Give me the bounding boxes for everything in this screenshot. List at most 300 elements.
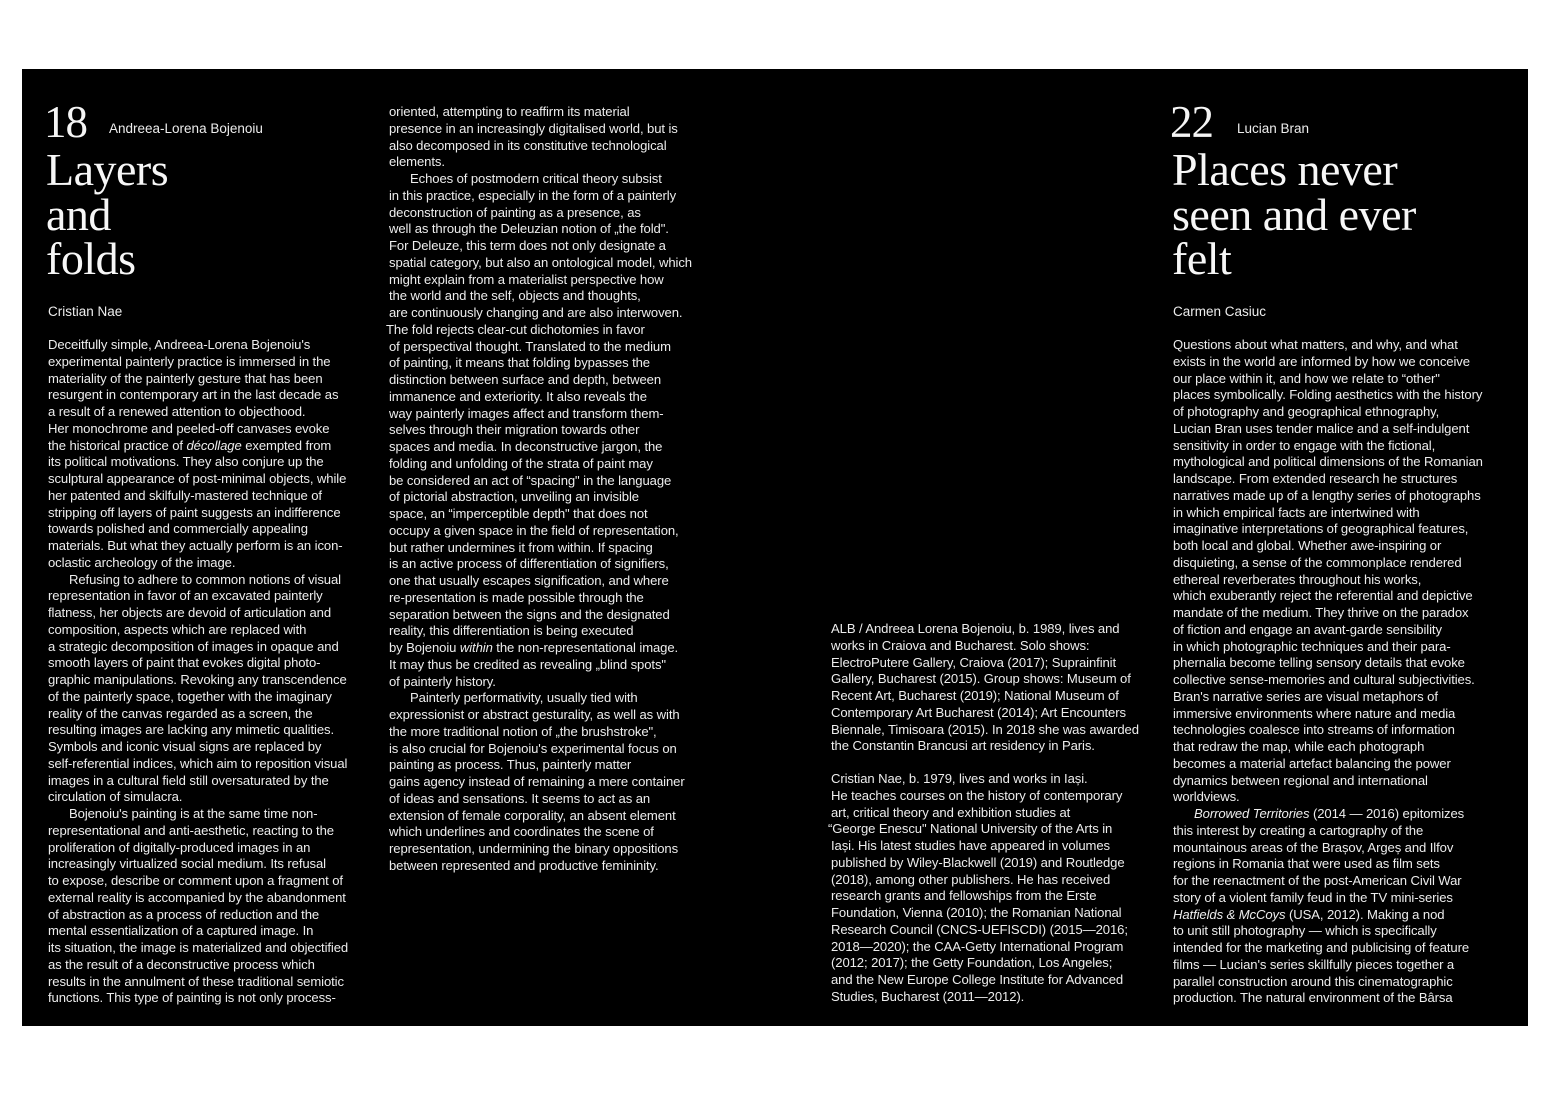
text-run: resurgent in contemporary art in the last decade as bbox=[48, 387, 339, 403]
text-run: be considered an act of “spacing" in the language bbox=[389, 472, 672, 488]
text-run: functions. This type of painting is not only process- bbox=[48, 990, 336, 1006]
text-line bbox=[48, 773, 388, 790]
text-line bbox=[389, 523, 729, 540]
text-line bbox=[831, 939, 1161, 956]
text-run: also decomposed in its constitutive technological bbox=[389, 137, 667, 153]
text-run: space, an “imperceptible depth" that does not bbox=[389, 506, 648, 521]
text-line bbox=[1173, 572, 1513, 589]
text-line bbox=[831, 621, 1161, 638]
text-run: (2018), among other publishers. He has received bbox=[831, 871, 1111, 887]
text-line bbox=[831, 771, 1161, 788]
text-run: for the reenactment of the post-American Civil War bbox=[1173, 873, 1462, 888]
text-run: between represented and productive femininity. bbox=[389, 857, 659, 873]
text-line bbox=[831, 788, 1161, 805]
text-run: production. The natural environment of the Bârsa bbox=[1173, 990, 1453, 1006]
text-line bbox=[1173, 605, 1513, 622]
text-line bbox=[389, 489, 729, 506]
text-line bbox=[389, 841, 729, 858]
text-run: selves through their migration towards other bbox=[389, 422, 640, 438]
text-run: art, critical theory and exhibition studies at bbox=[831, 804, 1071, 820]
text-run: worldviews. bbox=[1173, 789, 1240, 805]
text-line bbox=[48, 387, 388, 404]
text-line bbox=[831, 855, 1161, 872]
text-line bbox=[1173, 672, 1513, 689]
text-run: (2014 — 2016) epitomizes bbox=[1309, 806, 1465, 821]
text-run: to expose, describe or comment upon a fragment of bbox=[48, 873, 343, 888]
text-line bbox=[389, 858, 729, 875]
text-run: disquieting, a sense of the commonplace rendered bbox=[1173, 554, 1462, 570]
text-line bbox=[389, 724, 729, 741]
text-line bbox=[1173, 354, 1513, 371]
text-run: works in Craiova and Bucharest. Solo shows: bbox=[831, 637, 1090, 653]
text-run: images in a cultural field still oversaturated by the bbox=[48, 772, 329, 788]
text-run: the Constantin Brancusi art residency in Paris. bbox=[831, 738, 1095, 754]
text-line bbox=[1173, 739, 1513, 756]
text-run: He teaches courses on the history of contemporary bbox=[831, 787, 1123, 803]
page-number-right: 22 bbox=[1170, 97, 1213, 147]
text-line bbox=[48, 354, 388, 371]
text-run: Refusing to adhere to common notions of visual bbox=[69, 571, 341, 587]
text-line bbox=[389, 104, 729, 121]
text-line bbox=[1173, 454, 1513, 471]
text-run: It may thus be credited as revealing „blind spots" bbox=[389, 656, 666, 672]
text-run: painting as process. Thus, painterly matter bbox=[389, 757, 632, 773]
text-run: mythological and political dimensions of the Romanian bbox=[1173, 454, 1483, 470]
text-line bbox=[48, 404, 388, 421]
article-column-left-2 bbox=[386, 104, 729, 875]
text-line bbox=[48, 572, 388, 589]
text-line bbox=[389, 741, 729, 758]
text-run: way painterly images affect and transform them- bbox=[389, 405, 664, 421]
article-column-right bbox=[1173, 337, 1513, 1007]
text-line bbox=[48, 823, 388, 840]
text-run: composition, aspects which are replaced with bbox=[48, 621, 307, 637]
text-line bbox=[1173, 421, 1513, 438]
text-line bbox=[389, 372, 729, 389]
text-run: results in the annulment of these traditional semiotic bbox=[48, 973, 344, 989]
text-line bbox=[48, 605, 388, 622]
text-run: smooth layers of paint that evokes digital photo- bbox=[48, 655, 321, 671]
text-line bbox=[389, 422, 729, 439]
text-run: experimental painterly practice is immersed in the bbox=[48, 353, 331, 369]
text-line bbox=[831, 671, 1161, 688]
text-run: representation, undermining the binary oppositions bbox=[389, 841, 679, 856]
text-run: graphic manipulations. Revoking any transcendence bbox=[48, 672, 347, 687]
text-run: are continuously changing and are also interwoven. bbox=[389, 305, 683, 320]
article-column-left-1 bbox=[48, 337, 388, 1007]
italic-run: Hatfields & McCoys bbox=[1173, 906, 1286, 922]
text-run: mountainous areas of the Brașov, Argeș and Ilfov bbox=[1173, 839, 1454, 855]
text-line bbox=[389, 238, 729, 255]
text-line bbox=[1173, 488, 1513, 505]
text-run: its situation, the image is materialized and objectified bbox=[48, 940, 349, 955]
text-run: Bran's narrative series are visual metaphors of bbox=[1173, 688, 1438, 704]
text-run: folding and unfolding of the strata of paint may bbox=[389, 455, 653, 471]
text-run: representational and anti-aesthetic, reacting to the bbox=[48, 822, 334, 838]
text-line bbox=[389, 590, 729, 607]
text-line bbox=[389, 221, 729, 238]
text-line bbox=[1173, 521, 1513, 538]
text-run: proliferation of digitally-produced images in an bbox=[48, 839, 311, 855]
text-run: and the New Europe College Institute for Advanced bbox=[831, 972, 1124, 987]
text-line bbox=[1173, 856, 1513, 873]
text-line bbox=[48, 689, 388, 706]
text-run: (2012; 2017); the Getty Foundation, Los Angeles; bbox=[831, 955, 1113, 971]
text-line bbox=[389, 456, 729, 473]
text-line bbox=[1173, 337, 1513, 354]
text-run: exists in the world are informed by how we conceive bbox=[1173, 353, 1470, 369]
text-line bbox=[389, 171, 729, 188]
text-run: as the result of a deconstructive process which bbox=[48, 956, 315, 972]
text-line bbox=[389, 288, 729, 305]
text-line bbox=[1173, 840, 1513, 857]
text-line bbox=[389, 205, 729, 222]
text-run: technologies coalesce into streams of information bbox=[1173, 722, 1455, 738]
text-line bbox=[831, 872, 1161, 889]
text-run: might explain from a materialist perspective how bbox=[389, 271, 664, 287]
text-run: of pictorial abstraction, unveiling an invisible bbox=[389, 489, 639, 505]
text-run: sculptural appearance of post-minimal objects, while bbox=[48, 471, 347, 486]
text-line bbox=[48, 990, 388, 1007]
text-run: oriented, attempting to reaffirm its material bbox=[389, 104, 630, 119]
text-run: expressionist or abstract gesturality, as well as with bbox=[389, 707, 680, 722]
text-line bbox=[831, 989, 1161, 1006]
text-line bbox=[389, 272, 729, 289]
text-line bbox=[1173, 538, 1513, 555]
text-run: extension of female corporality, an absent element bbox=[389, 807, 676, 823]
text-line bbox=[831, 922, 1161, 939]
text-line bbox=[48, 739, 388, 756]
text-line bbox=[389, 121, 729, 138]
text-run: is also crucial for Bojenoiu's experimental focus on bbox=[389, 740, 677, 756]
text-line bbox=[389, 824, 729, 841]
title-line: seen and ever bbox=[1172, 188, 1416, 240]
text-line bbox=[1173, 773, 1513, 790]
text-line bbox=[48, 873, 388, 890]
text-run: in which photographic techniques and their para- bbox=[1173, 638, 1451, 654]
text-run: becomes a material artefact balancing the power bbox=[1173, 755, 1451, 771]
text-run: of painting, it means that folding bypasses the bbox=[389, 355, 650, 371]
text-line bbox=[1173, 706, 1513, 723]
artist-bio bbox=[831, 621, 1161, 755]
text-line bbox=[1173, 505, 1513, 522]
text-run: phernalia become telling sensory details that evoke bbox=[1173, 655, 1465, 671]
text-line bbox=[831, 688, 1161, 705]
text-run: Studies, Bucharest (2011—2012). bbox=[831, 988, 1025, 1004]
text-run: separation between the signs and the designated bbox=[389, 606, 670, 622]
text-run: her patented and skilfully-mastered technique of bbox=[48, 487, 322, 503]
text-line bbox=[1173, 471, 1513, 488]
text-line bbox=[831, 655, 1161, 672]
text-line bbox=[1173, 907, 1513, 924]
title-line: Layers bbox=[46, 144, 169, 195]
text-line bbox=[48, 639, 388, 656]
italic-run: décollage bbox=[186, 437, 242, 453]
article-title-left bbox=[46, 144, 169, 284]
text-run: to unit still photography — which is specifically bbox=[1173, 923, 1437, 939]
text-line bbox=[831, 705, 1161, 722]
text-line bbox=[1173, 923, 1513, 940]
text-run: materiality of the painterly gesture that has been bbox=[48, 370, 323, 386]
title-line: Places never bbox=[1172, 144, 1398, 195]
text-line bbox=[48, 454, 388, 471]
text-run: the world and the self, objects and thoughts, bbox=[389, 288, 641, 304]
text-run: Her monochrome and peeled-off canvases evoke bbox=[48, 420, 330, 436]
title-line: and bbox=[46, 188, 111, 240]
text-run: of painterly history. bbox=[389, 673, 496, 689]
text-run: published by Wiley-Blackwell (2019) and Routledge bbox=[831, 854, 1125, 870]
italic-run: within bbox=[459, 640, 493, 655]
text-run: (USA, 2012). Making a nod bbox=[1285, 906, 1445, 922]
text-run: story of a violent family feud in the TV mini-series bbox=[1173, 889, 1453, 905]
text-line bbox=[389, 556, 729, 573]
text-line bbox=[48, 789, 388, 806]
text-run: Bojenoiu's painting is at the same time non- bbox=[69, 806, 318, 821]
text-line bbox=[48, 957, 388, 974]
text-run: a strategic decomposition of images in opaque and bbox=[48, 638, 339, 654]
text-line bbox=[48, 974, 388, 991]
text-run: For Deleuze, this term does not only designate a bbox=[389, 238, 666, 253]
text-run: landscape. From extended research he structures bbox=[1173, 471, 1458, 486]
text-line bbox=[831, 888, 1161, 905]
text-line bbox=[389, 389, 729, 406]
text-run: well as through the Deleuzian notion of „the fold". bbox=[389, 221, 669, 237]
text-line bbox=[48, 856, 388, 873]
text-line bbox=[48, 722, 388, 739]
text-line bbox=[48, 923, 388, 940]
text-line bbox=[386, 322, 729, 339]
page-number-left: 18 bbox=[44, 97, 87, 147]
text-line bbox=[1173, 789, 1513, 806]
text-line bbox=[1173, 371, 1513, 388]
text-run: its political motivations. They also conjure up the bbox=[48, 454, 324, 470]
article-author-right: Carmen Casiuc bbox=[1173, 304, 1267, 319]
text-run: Gallery, Bucharest (2015). Group shows: Museum of bbox=[831, 671, 1131, 687]
text-line bbox=[48, 588, 388, 605]
text-run: parallel construction around this cinematographic bbox=[1173, 973, 1453, 989]
text-line bbox=[48, 655, 388, 672]
text-run: immersive environments where nature and media bbox=[1173, 705, 1456, 721]
text-line bbox=[48, 940, 388, 957]
text-run: presence in an increasingly digitalised world, but is bbox=[389, 120, 678, 136]
text-line bbox=[389, 791, 729, 808]
text-run: Lucian Bran uses tender malice and a self-indulgent bbox=[1173, 420, 1470, 436]
text-line bbox=[1173, 555, 1513, 572]
text-line bbox=[389, 506, 729, 523]
text-line bbox=[48, 438, 388, 455]
text-run: in this practice, especially in the form of a painterly bbox=[389, 187, 677, 203]
text-line bbox=[389, 657, 729, 674]
text-run: Recent Art, Bucharest (2019); National Museum of bbox=[831, 688, 1119, 703]
text-run: the historical practice of bbox=[48, 437, 187, 453]
text-line bbox=[1173, 823, 1513, 840]
text-line bbox=[48, 371, 388, 388]
text-line bbox=[831, 905, 1161, 922]
text-run: elements. bbox=[389, 154, 445, 170]
text-run: distinction between surface and depth, between bbox=[389, 372, 662, 387]
text-run: one that usually escapes signification, and where bbox=[389, 573, 669, 588]
text-line bbox=[389, 607, 729, 624]
text-line bbox=[1173, 990, 1513, 1007]
text-run: spaces and media. In deconstructive jargon, the bbox=[389, 439, 663, 454]
text-run: which underlines and coordinates the scene of bbox=[389, 824, 654, 840]
text-run: ElectroPutere Gallery, Craiova (2017); Suprainfinit bbox=[831, 654, 1117, 670]
text-line bbox=[48, 505, 388, 522]
text-run: mental essentialization of a captured image. In bbox=[48, 923, 314, 939]
text-run: Deceitfully simple, Andreea-Lorena Bojenoiu's bbox=[48, 337, 311, 352]
italic-run: Borrowed Territories bbox=[1194, 806, 1310, 821]
text-run: imaginative interpretations of geographical features, bbox=[1173, 521, 1469, 537]
text-line bbox=[1173, 890, 1513, 907]
text-line bbox=[389, 640, 729, 657]
text-run: flatness, her objects are devoid of articulation and bbox=[48, 605, 332, 620]
text-run: ALB / Andreea Lorena Bojenoiu, b. 1989, lives and bbox=[831, 621, 1120, 636]
text-line bbox=[389, 188, 729, 205]
text-line bbox=[48, 706, 388, 723]
text-run: immanence and exteriority. It also reveals the bbox=[389, 388, 647, 404]
text-line bbox=[389, 674, 729, 691]
text-line bbox=[831, 738, 1161, 755]
text-run: collective sense-memories and cultural subjectivities. bbox=[1173, 672, 1475, 687]
text-line bbox=[389, 154, 729, 171]
text-run: of photography and geographical ethnography, bbox=[1173, 404, 1440, 419]
text-line bbox=[389, 473, 729, 490]
text-run: but rather undermines it from within. If spacing bbox=[389, 539, 653, 555]
text-run: re-presentation is made possible through the bbox=[389, 589, 644, 605]
text-line bbox=[389, 406, 729, 423]
text-run: films — Lucian's series skillfully pieces together a bbox=[1173, 956, 1455, 972]
text-run: representation in favor of an excavated painterly bbox=[48, 588, 323, 604]
article-title-right bbox=[1172, 144, 1416, 284]
text-line bbox=[48, 421, 388, 438]
artist-name-left: Andreea-Lorena Bojenoiu bbox=[109, 121, 263, 136]
text-line bbox=[1173, 806, 1513, 823]
text-line bbox=[389, 255, 729, 272]
text-run: the more traditional notion of „the brushstroke", bbox=[389, 723, 657, 739]
text-line bbox=[389, 623, 729, 640]
text-run: spatial category, but also an ontological model, which bbox=[389, 254, 692, 270]
text-run: research grants and fellowships from the Erste bbox=[831, 888, 1097, 904]
text-run: ethereal reverberates throughout his works, bbox=[1173, 571, 1422, 587]
text-line bbox=[48, 521, 388, 538]
text-run: deconstruction of painting as a presence, as bbox=[389, 204, 641, 220]
text-line bbox=[1173, 588, 1513, 605]
text-run: in which empirical facts are intertwined with bbox=[1173, 504, 1420, 520]
text-line bbox=[1173, 387, 1513, 404]
text-run: of ideas and sensations. It seems to act as an bbox=[389, 790, 651, 806]
text-line bbox=[48, 471, 388, 488]
text-run: “George Enescu" National University of the Arts in bbox=[828, 821, 1113, 837]
text-line bbox=[389, 305, 729, 322]
text-run: Iași. His latest studies have appeared in volumes bbox=[831, 838, 1110, 853]
text-run: mandate of the medium. They thrive on the paradox bbox=[1173, 605, 1469, 620]
text-run: reality, this differentiation is being executed bbox=[389, 623, 634, 639]
text-run: of the painterly space, together with the imaginary bbox=[48, 688, 332, 704]
text-run: stripping off layers of paint suggests an indifference bbox=[48, 504, 341, 520]
text-run: Foundation, Vienna (2010); the Romanian National bbox=[831, 905, 1122, 920]
text-line bbox=[48, 672, 388, 689]
text-run: the non-representational image. bbox=[492, 640, 679, 655]
text-run: reality of the canvas regarded as a screen, the bbox=[48, 705, 313, 721]
text-run: Research Council (CNCS-UEFISCDI) (2015—2016; bbox=[831, 921, 1128, 937]
text-run: of abstraction as a process of reduction and the bbox=[48, 906, 320, 922]
text-run: materials. But what they actually perform is an icon- bbox=[48, 538, 343, 553]
text-line bbox=[389, 808, 729, 825]
text-run: that redraw the map, while each photograph bbox=[1173, 739, 1425, 754]
author-bio bbox=[828, 771, 1161, 1006]
article-author-left: Cristian Nae bbox=[48, 304, 123, 319]
text-run: regions in Romania that were used as film sets bbox=[1173, 856, 1440, 872]
text-run: gains agency instead of remaining a mere container bbox=[389, 774, 685, 789]
text-line bbox=[389, 439, 729, 456]
text-line bbox=[1173, 722, 1513, 739]
text-run: this interest by creating a cartography of the bbox=[1173, 822, 1424, 838]
text-run: 2018—2020); the CAA-Getty International Program bbox=[831, 938, 1124, 954]
text-run: Symbols and iconic visual signs are replaced by bbox=[48, 739, 322, 754]
text-line bbox=[389, 707, 729, 724]
text-run: oclastic archeology of the image. bbox=[48, 554, 236, 570]
text-line bbox=[48, 840, 388, 857]
text-line bbox=[831, 805, 1161, 822]
text-line bbox=[828, 821, 1161, 838]
text-run: occupy a given space in the field of representation, bbox=[389, 522, 679, 538]
text-line bbox=[389, 774, 729, 791]
text-run: by Bojenoiu bbox=[389, 640, 460, 655]
text-line bbox=[48, 538, 388, 555]
text-run: exempted from bbox=[241, 437, 332, 453]
text-line bbox=[1173, 639, 1513, 656]
text-run: Echoes of postmodern critical theory subsist bbox=[410, 171, 662, 186]
text-line bbox=[831, 972, 1161, 989]
text-line bbox=[1173, 873, 1513, 890]
text-run: increasingly virtualized social medium. Its refusal bbox=[48, 856, 326, 872]
text-line bbox=[1173, 404, 1513, 421]
text-line bbox=[48, 488, 388, 505]
text-line bbox=[831, 722, 1161, 739]
text-run: Questions about what matters, and why, and what bbox=[1173, 337, 1458, 352]
text-run: towards polished and commercially appealing bbox=[48, 521, 308, 537]
text-run: external reality is accompanied by the abandonment bbox=[48, 889, 346, 905]
text-run: is an active process of differentiation of signifiers, bbox=[389, 556, 669, 572]
text-line bbox=[831, 955, 1161, 972]
text-run: sensitivity in order to engage with the fictional, bbox=[1173, 437, 1436, 453]
text-line bbox=[1173, 974, 1513, 991]
text-run: places symbolically. Folding aesthetics with the history bbox=[1173, 387, 1483, 403]
text-run: our place within it, and how we relate to “other" bbox=[1173, 370, 1440, 386]
text-line bbox=[48, 806, 388, 823]
text-run: Painterly performativity, usually tied with bbox=[410, 690, 638, 706]
text-line bbox=[48, 555, 388, 572]
text-run: Contemporary Art Bucharest (2014); Art Encounters bbox=[831, 704, 1126, 720]
text-line bbox=[48, 907, 388, 924]
text-run: a result of a renewed attention to objecthood. bbox=[48, 404, 306, 419]
text-line bbox=[48, 622, 388, 639]
text-run: self-referential indices, which aim to reposition visual bbox=[48, 755, 348, 771]
text-line bbox=[1173, 655, 1513, 672]
text-line bbox=[1173, 689, 1513, 706]
text-run: of perspectival thought. Translated to the medium bbox=[389, 338, 671, 354]
text-line bbox=[389, 757, 729, 774]
text-run: narratives made up of a lengthy series of photographs bbox=[1173, 487, 1481, 503]
text-line bbox=[1173, 622, 1513, 639]
book-spread bbox=[22, 69, 1528, 1026]
text-line bbox=[389, 138, 729, 155]
text-line bbox=[48, 756, 388, 773]
text-run: which exuberantly reject the referential and depictive bbox=[1173, 588, 1473, 604]
text-line bbox=[1173, 438, 1513, 455]
text-line bbox=[831, 638, 1161, 655]
text-line bbox=[389, 339, 729, 356]
